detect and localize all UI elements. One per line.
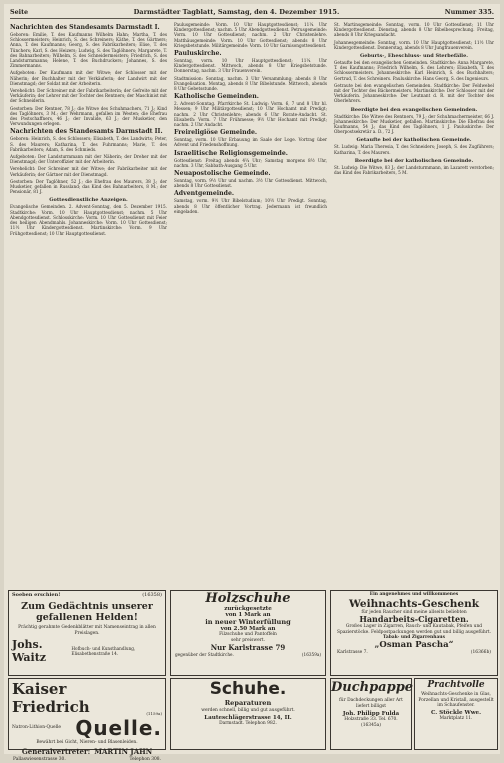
- section-heading: Gottesdienstliche Anzeigen.: [49, 197, 128, 204]
- ad-holz-address: Nur Karlstrasse 79: [210, 643, 286, 653]
- ad-weih-address: Karlstrasse 7.: [337, 649, 368, 655]
- section-heading: Freireligiöse Gemeinde.: [174, 129, 258, 137]
- article-paragraph: Stadtkirche: Die Witwe des Rentners, 79 J.; der Schuhmachermeister, 66 J. Johanneskirche: Der Musketier, gefallen. Martinskirche: Die Ehefrau des Kaufmanns, 54 J.; das Kind des Taglöhners, 1 J. Pauluskirche: Der Oberpostsekretär a. D., 72 J.: [334, 113, 494, 135]
- article-paragraph: Verehelicht: Der Schreiner mit der Fabrikarbeiterin; der Gefreite mit der Verkäuferin; der Lehrer mit der Tochter des Rentners; der Maschinist mit der Schneiderin.: [10, 88, 167, 104]
- ad-schuhe-line1: Reparaturen: [224, 699, 272, 707]
- article-paragraph: St. Ludwig: Die Witwe, 83 J.; der Landsturmmann, im Lazarett verstorben; das Kind des Fabrikarbeiters, 5 M.: [334, 164, 494, 176]
- ad-duch-address: Holzstraße 33. Tel. 670.: [344, 717, 398, 723]
- ad-holz-address2: gegenüber der Stadtkirche.: [175, 652, 234, 658]
- article-paragraph: Gestorben: Der Rentner, 78 J.; die Witwe des Schuhmachers, 71 J.; Kind des Taglöhners, 3 M.; der Wehrmann, gefallen im Westen; die Ehefrau des Postschaffners, 46 J.; der Invalide, 63 J.; der Musketier, den Verwundungen erlegen.: [10, 105, 167, 127]
- ad-soeben-line2: gefallenen Helden!: [36, 612, 138, 623]
- ad-soeben-shop: Johs. Waitz: [12, 638, 47, 665]
- section-heading: Pauluskirche.: [174, 50, 222, 58]
- ad-gedenkblaetter: [8, 590, 166, 676]
- ad-holz-line2: von 1 Mark an: [225, 612, 271, 618]
- ad-kaiser-rep: MARTIN JAHN: [94, 746, 153, 756]
- ad-duch-body: für Dachdeckungen aller Art liefert billigst: [339, 698, 403, 709]
- header-title: Darmstädter Tagblatt, Samstag, den 4. Dezember 1915.: [133, 8, 340, 16]
- article-paragraph: Sonntag, vorm. 10 Uhr Hauptgottesdienst; 11¼ Uhr Kindergottesdienst. Mittwoch, abends 8 Uhr Kriegsbetstunde. Donnerstag, nachm. 3 Uhr Frauenverein.: [174, 58, 327, 74]
- article-paragraph: Johannesgemeinde: Sonntag, vorm. 10 Uhr Hauptgottesdienst; 11½ Uhr Kindergottesdienst. Donnerstag, abends 8 Uhr Jungfrauenverein.: [334, 39, 494, 50]
- ad-holzschuhe: [170, 590, 326, 676]
- article-paragraph: Samstag, vorm. 9½ Uhr Bibelstudium; 10½ Uhr Predigt. Sonntag, abends 8 Uhr öffentlicher Vortrag. Jedermann ist freundlich eingeladen.: [174, 198, 327, 214]
- article-paragraph: Gottesdienst: Freitag abends 4¼ Uhr; Samstag morgens 8½ Uhr, nachm. 3 Uhr, Sabbath-Ausgang 5 Uhr.: [174, 157, 327, 168]
- ad-schuhe-reparaturen: [170, 678, 326, 750]
- ad-kaiser-number: (1159a): [146, 711, 162, 716]
- ad-schuhe-address: Lauteschlägerstrasse 14, II.: [204, 714, 292, 721]
- ad-weihnachts-geschenk: [330, 590, 498, 676]
- ad-kaiser-friedrich-quelle: [8, 678, 166, 762]
- ad-weih-shop: „Osman Pascha“: [374, 639, 454, 650]
- article-paragraph: Stadtmission: Sonntag, nachm. 3 Uhr Versammlung; abends 8 Uhr Evangelisation. Montag, abends 8 Uhr Bibelstunde. Mittwoch, abends 8 Uhr Gebetsstunde.: [174, 75, 327, 92]
- article-paragraph: Geboren: Emilie, T. des Kaufmanns Wilhelm Hahn; Martha, T. des Schlossermeisters; Heinrich, S. des Schreiners; Käthe, T. des Gärtners; Anna, T. des Kaufmanns; Georg, S. des Fabrikarbeiters; Elise, T. des Tünchers; Karl, S. des Heizers; Ludwig, S. des Taglöhners; Margarete, T. des Bahnarbeiters; Wilhelm, S. des Schneidermeisters; Friedrich, S. des Landsturmmanns; Helene, T. des Buchdruckers; Johannes, S. des Zimmermanns.: [10, 32, 167, 69]
- newspaper-page: [4, 4, 500, 762]
- article-paragraph: Sonntag, vorm. 9½ Uhr und nachm. 3½ Uhr Gottesdienst. Mittwoch, abends 8 Uhr Gottesdienst.: [174, 178, 327, 189]
- ad-schuhe-line2: werden schnell, billig und gut ausgeführt.: [201, 708, 295, 713]
- header-issue-number: Nummer 335.: [444, 8, 494, 16]
- ad-schuhe-address2: Darmstadt. Telephon 982.: [219, 720, 277, 726]
- column-middle: [174, 22, 327, 216]
- ad-weih-product: Handarbeits-Cigaretten.: [359, 614, 469, 625]
- section-heading: Beerdigte bei der katholischen Gemeinde.: [354, 157, 474, 164]
- ad-duch-title: Duchpappe: [331, 680, 414, 695]
- ad-weih-body: für jeden Raucher sind meine allseits beliebten: [361, 609, 467, 615]
- ad-soeben-line1: Zum Gedächtnis unserer: [21, 601, 153, 612]
- ad-weih-shop-label: Tabak- und Zigarrenhaus: [383, 635, 445, 641]
- section-heading: Katholische Gemeinden.: [174, 93, 259, 101]
- article-paragraph: Geboren: Heinrich, S. des Schlossers; Elisabeth, T. des Landwirts; Peter, S. des Maurers; Katharina, T. des Fuhrmanns; Marie, T. des Fabrikarbeiters; Adam, S. des Schmieds.: [10, 136, 167, 152]
- article-paragraph: Verehelicht: Der Schreiner mit der Witwe; der Fabrikarbeiter mit der Verkäuferin; der Gärtner mit der Dienstmagd.: [10, 166, 167, 177]
- article-paragraph: Evangelische Gemeinden. 2. Advent-Sonntag, den 5. Dezember 1915. Stadtkirche: Vorm. 10 Uhr Hauptgottesdienst; nachm. 5 Uhr Abendgottesdienst. Schlosskirche: Vorm. 10 Uhr Gottesdienst mit Feier des heiligen Abendmahls. Johanneskirche: Vorm. 10 Uhr Gottesdienst; 11½ Uhr Kindergottesdienst. Martinskirche: Vorm. 9 Uhr Frühgottesdienst; 10 Uhr Hauptgottesdienst.: [10, 204, 167, 236]
- article-paragraph: Getraute bei den evangelischen Gemeinden. Stadtkirche: Der Feldwebel mit der Tochter des Bäckermeisters. Martinskirche: Der Schlosser mit der Verkäuferin. Johanneskirche: Der Leutnant d. R. mit der Tochter des Oberlehrers.: [334, 82, 494, 104]
- section-heading: Nachrichten des Standesamts Darmstadt I.: [10, 24, 160, 31]
- ad-pracht-firm: C. Stöckle Wwe.: [430, 709, 482, 716]
- ad-schuhe-title: Schuhe.: [209, 679, 287, 699]
- section-heading: Beerdigte bei den evangelischen Gemeinden.: [350, 106, 478, 113]
- ad-soeben-shop-sub: Hofbuch- und Kunsthandlung, Elisabethenstraße 14.: [71, 646, 136, 657]
- ad-kaiser-quelle: Quelle.: [75, 716, 162, 740]
- ad-weih-intro: Ein angenehmes und willkommenes: [369, 592, 459, 597]
- article-paragraph: St. Martinsgemeinde: Sonntag, vorm. 10 Uhr Gottesdienst; 11 Uhr Kindergottesdienst. Dienstag, abends 8 Uhr Bibelbesprechung. Freitag, abends 8 Uhr Kriegsandacht.: [334, 22, 494, 38]
- ad-kaiser-telephone: Telephon 308.: [129, 756, 161, 762]
- ad-holz-number: (16359a): [301, 652, 321, 658]
- ad-weih-body2: Großes Lager in Zigarren, Rauch- und Kautabak, Pfeifen und Spazierstöcke. Feldpostpackungen werden gut und billig ausgeführt.: [337, 624, 491, 635]
- ad-duchpappe: [330, 678, 412, 750]
- ad-kaiser-subtitle: Natron-Lithion-Quelle: [12, 725, 61, 731]
- column-right: [334, 22, 494, 177]
- section-heading: Neuapostolische Gemeinde.: [174, 170, 271, 178]
- article-paragraph: Aufgeboten: Der Kaufmann mit der Witwe; der Schlosser mit der Näherin; der Buchhalter mit der Verkäuferin; der Landwirt mit der Dienstmagd; der Soldat mit der Arbeiterin.: [10, 70, 167, 86]
- ad-duch-firm: Joh. Philipp Fulda: [342, 711, 400, 718]
- article-paragraph: Getaufte bei den evangelischen Gemeinden. Stadtkirche: Anna Margarete, T. des Kaufmanns; Friedrich Wilhelm, S. des Lehrers; Elisabeth, T. des Schlossermeisters. Johanneskirche: Karl Heinrich, S. des Buchhalters; Gertrud, T. des Schreiners. Pauluskirche: Hans Georg, S. des Ingenieurs.: [334, 60, 494, 81]
- ad-pracht-title: Prachtvolle: [427, 680, 485, 690]
- article-paragraph: Aufgeboten: Der Landsturmmann mit der Näherin; der Dreher mit der Dienstmagd; der Unteroffizier mit der Arbeiterin.: [10, 154, 167, 165]
- article-paragraph: St. Ludwig: Maria Theresia, T. des Schneiders; Joseph, S. des Zugführers; Katharina, T. des Maurers.: [334, 144, 494, 155]
- ad-kaiser-address: Pallaswiesenstrasse 30.: [13, 756, 66, 762]
- ad-holz-line5: Filzschuhe und Pantoffeln: [219, 632, 277, 637]
- ad-holz-line4: von 2.50 Mark an: [220, 626, 276, 632]
- ad-weih-number: (16366b): [470, 649, 491, 655]
- header-page-label: Seite: [10, 8, 29, 16]
- ad-duch-number: (16345a): [360, 722, 381, 728]
- ad-holz-line3: in neuer Winterfüllung: [205, 618, 291, 626]
- article-paragraph: Sonntag, vorm. 10 Uhr Erbauung im Saale der Loge. Vortrag über Advent und Friedenshoffnung.: [174, 137, 327, 148]
- section-heading: Israelitische Religionsgemeinde.: [174, 149, 288, 157]
- ad-holz-title: Holzschuhe: [205, 591, 291, 606]
- ad-pracht-address: Marktplatz 11.: [439, 715, 473, 721]
- ad-holz-line1: zurückgesetzte: [224, 606, 272, 612]
- ad-soeben-number: (16358): [142, 592, 162, 598]
- ad-pracht-body: Weihnachts-Geschenke in Glas, Porzellan und Kristall, ausgestellt im Schaufenster.: [418, 692, 494, 709]
- ad-prachtvolle: [414, 678, 498, 750]
- column-left: [10, 22, 167, 238]
- section-heading: Nachrichten des Standesamts Darmstadt II.: [10, 128, 163, 136]
- article-paragraph: 2. Advent-Sonntag. Pfarrkirche St. Ludwig: Vorm. 6, 7 und 8 Uhr hl. Messen; 9 Uhr Militärgottesdienst; 10 Uhr Hochamt mit Predigt; nachm. 2 Uhr Christenlehre; abends 6 Uhr Rorate-Andacht. St. Elisabeth: Vorm. 7 Uhr Frühmesse; 9½ Uhr Hochamt mit Predigt; nachm. 2 Uhr Andacht.: [174, 101, 327, 128]
- ad-kaiser-rep-label: Generalvertreter:: [21, 746, 91, 756]
- ad-weih-title: Weihnachts-Geschenk: [349, 597, 479, 610]
- section-heading: Adventgemeinde.: [174, 190, 235, 198]
- section-heading: Getaufte bei der katholischen Gemeinde.: [356, 137, 472, 144]
- ad-kaiser-name: Kaiser Friedrich: [12, 680, 90, 716]
- article-paragraph: Gestorben: Der Taglöhner, 52 J.; die Ehefrau des Maurers, 38 J.; der Musketier, gefallen in Russland; das Kind des Bahnarbeiters, 8 M.; der Pensionär, 81 J.: [10, 178, 167, 195]
- ad-soeben-title: Soeben erschien!: [12, 592, 61, 598]
- ad-holz-line6: sehr preiswert.: [231, 637, 265, 643]
- section-heading: Geburts-, Eheschluss- und Sterbefälle.: [359, 53, 469, 60]
- page-header: [10, 6, 494, 19]
- article-paragraph: Paulusgemeinde: Vorm. 10 Uhr Hauptgottesdienst; 11¼ Uhr Kindergottesdienst; nachm. 5 Uhr Abendgottesdienst. Petrusgemeinde: Vorm. 10 Uhr Gottesdienst; nachm. 2 Uhr Christenlehre. Matthäusgemeinde: Vorm. 10 Uhr Gottesdienst; abends 8 Uhr Kriegsbetstunde. Militärgemeinde: Vorm. 10 Uhr Garnisongottesdienst.: [174, 22, 327, 48]
- ad-kaiser-tagline: Bewährt bei Gicht, Nieren- und Blasenleiden.: [36, 740, 138, 745]
- ad-soeben-body: Prächtig gerahmte Gedenkblätter mit Namenseintrag in allen Preislagen.: [18, 625, 156, 636]
